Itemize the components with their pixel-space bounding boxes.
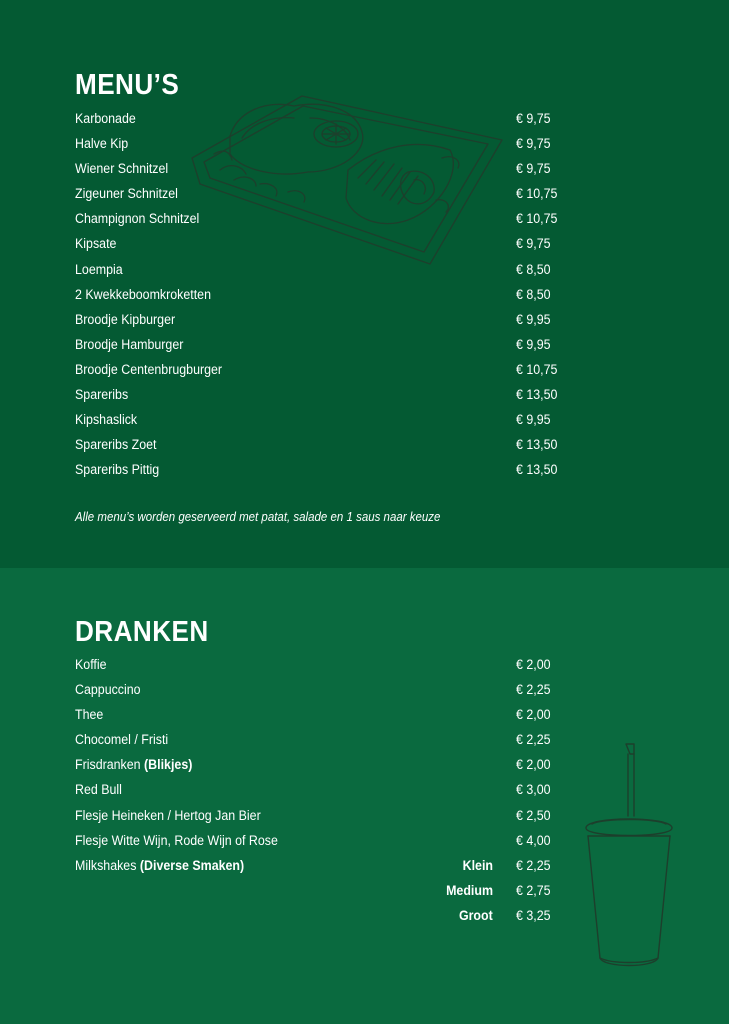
item-name: Broodje Kipburger [75,311,176,327]
item-size: Klein [462,857,493,873]
item-price: € 9,75 [516,236,551,252]
item-price: € 13,50 [516,462,558,478]
list-item [75,407,565,432]
item-name: Zigeuner Schnitzel [75,186,178,202]
item-name: Spareribs Pittig [75,462,160,478]
milkshake-cup-illustration [582,740,677,970]
item-price: € 8,50 [516,261,551,277]
list-item [75,803,565,828]
item-price: € 2,50 [516,807,551,823]
item-name: Spareribs [75,387,129,403]
item-name: 2 Kwekkeboomkroketten [75,286,212,302]
list-item [75,156,565,181]
item-price: € 10,75 [516,186,558,202]
item-name: Spareribs Zoet [75,437,157,453]
list-item [75,652,565,677]
item-price: € 9,75 [516,161,551,177]
list-item [75,206,565,231]
list-item [75,257,565,282]
item-name: Cappuccino [75,682,141,698]
item-name-detail: (Blikjes) [144,757,193,773]
list-item [75,131,565,156]
item-price: € 9,75 [516,111,551,126]
item-name: Kipshaslick [75,412,138,428]
item-name: Karbonade [75,111,136,126]
item-name: Chocomel / Fristi [75,732,169,748]
list-item [75,282,565,307]
item-name: Flesje Witte Wijn, Rode Wijn of Rose [75,832,278,848]
list-item [75,677,565,702]
item-price: € 13,50 [516,437,558,453]
list-item [75,777,565,802]
item-name: Flesje Heineken / Hertog Jan Bier [75,807,261,823]
item-price: € 9,75 [516,136,551,152]
item-price: € 2,00 [516,757,551,773]
item-name: Thee [75,707,104,723]
item-price: € 2,25 [516,732,551,748]
item-name-detail: (Diverse Smaken) [139,857,245,873]
item-price: € 10,75 [516,361,558,377]
item-price: € 2,25 [516,682,551,698]
item-price: € 9,95 [516,412,551,428]
list-item [75,853,565,878]
drinks-list [75,652,565,928]
item-price: € 8,50 [516,286,551,302]
drinks-title: DRANKEN [75,616,209,648]
list-item [75,432,565,457]
item-name: Milkshakes [75,857,137,873]
item-price: € 3,25 [516,907,551,923]
item-price: € 9,95 [516,311,551,327]
item-name-group [75,853,244,878]
list-item [75,332,565,357]
list-item [75,702,565,727]
item-name: Koffie [75,657,107,672]
item-price: € 10,75 [516,211,558,227]
item-price: € 2,25 [516,857,551,873]
item-name: Red Bull [75,782,122,798]
menus-footnote: Alle menu’s worden geserveerd met patat, salade en 1 saus naar keuze [75,510,441,524]
list-item [75,903,565,928]
item-name: Wiener Schnitzel [75,161,169,177]
list-item [75,106,565,131]
list-item [75,828,565,853]
list-item [75,231,565,256]
item-name: Broodje Centenbrugburger [75,361,223,377]
list-item [75,752,565,777]
item-name: Kipsate [75,236,117,252]
item-size: Medium [446,882,493,898]
list-item [75,382,565,407]
item-price: € 3,00 [516,782,551,798]
item-price: € 2,00 [516,707,551,723]
list-item [75,307,565,332]
item-name-group [75,752,192,777]
item-size: Groot [459,907,493,923]
item-name: Halve Kip [75,136,129,152]
item-price: € 4,00 [516,832,551,848]
list-item [75,357,565,382]
item-price: € 9,95 [516,336,551,352]
list-item [75,878,565,903]
menus-list [75,106,565,482]
item-price: € 2,75 [516,882,551,898]
item-price: € 2,00 [516,657,551,672]
list-item [75,457,565,482]
item-price: € 13,50 [516,387,558,403]
menus-title: MENU’S [75,69,180,101]
item-name: Loempia [75,261,123,277]
item-name: Broodje Hamburger [75,336,184,352]
list-item [75,181,565,206]
list-item [75,727,565,752]
item-name: Champignon Schnitzel [75,211,200,227]
item-name: Frisdranken [75,757,141,773]
